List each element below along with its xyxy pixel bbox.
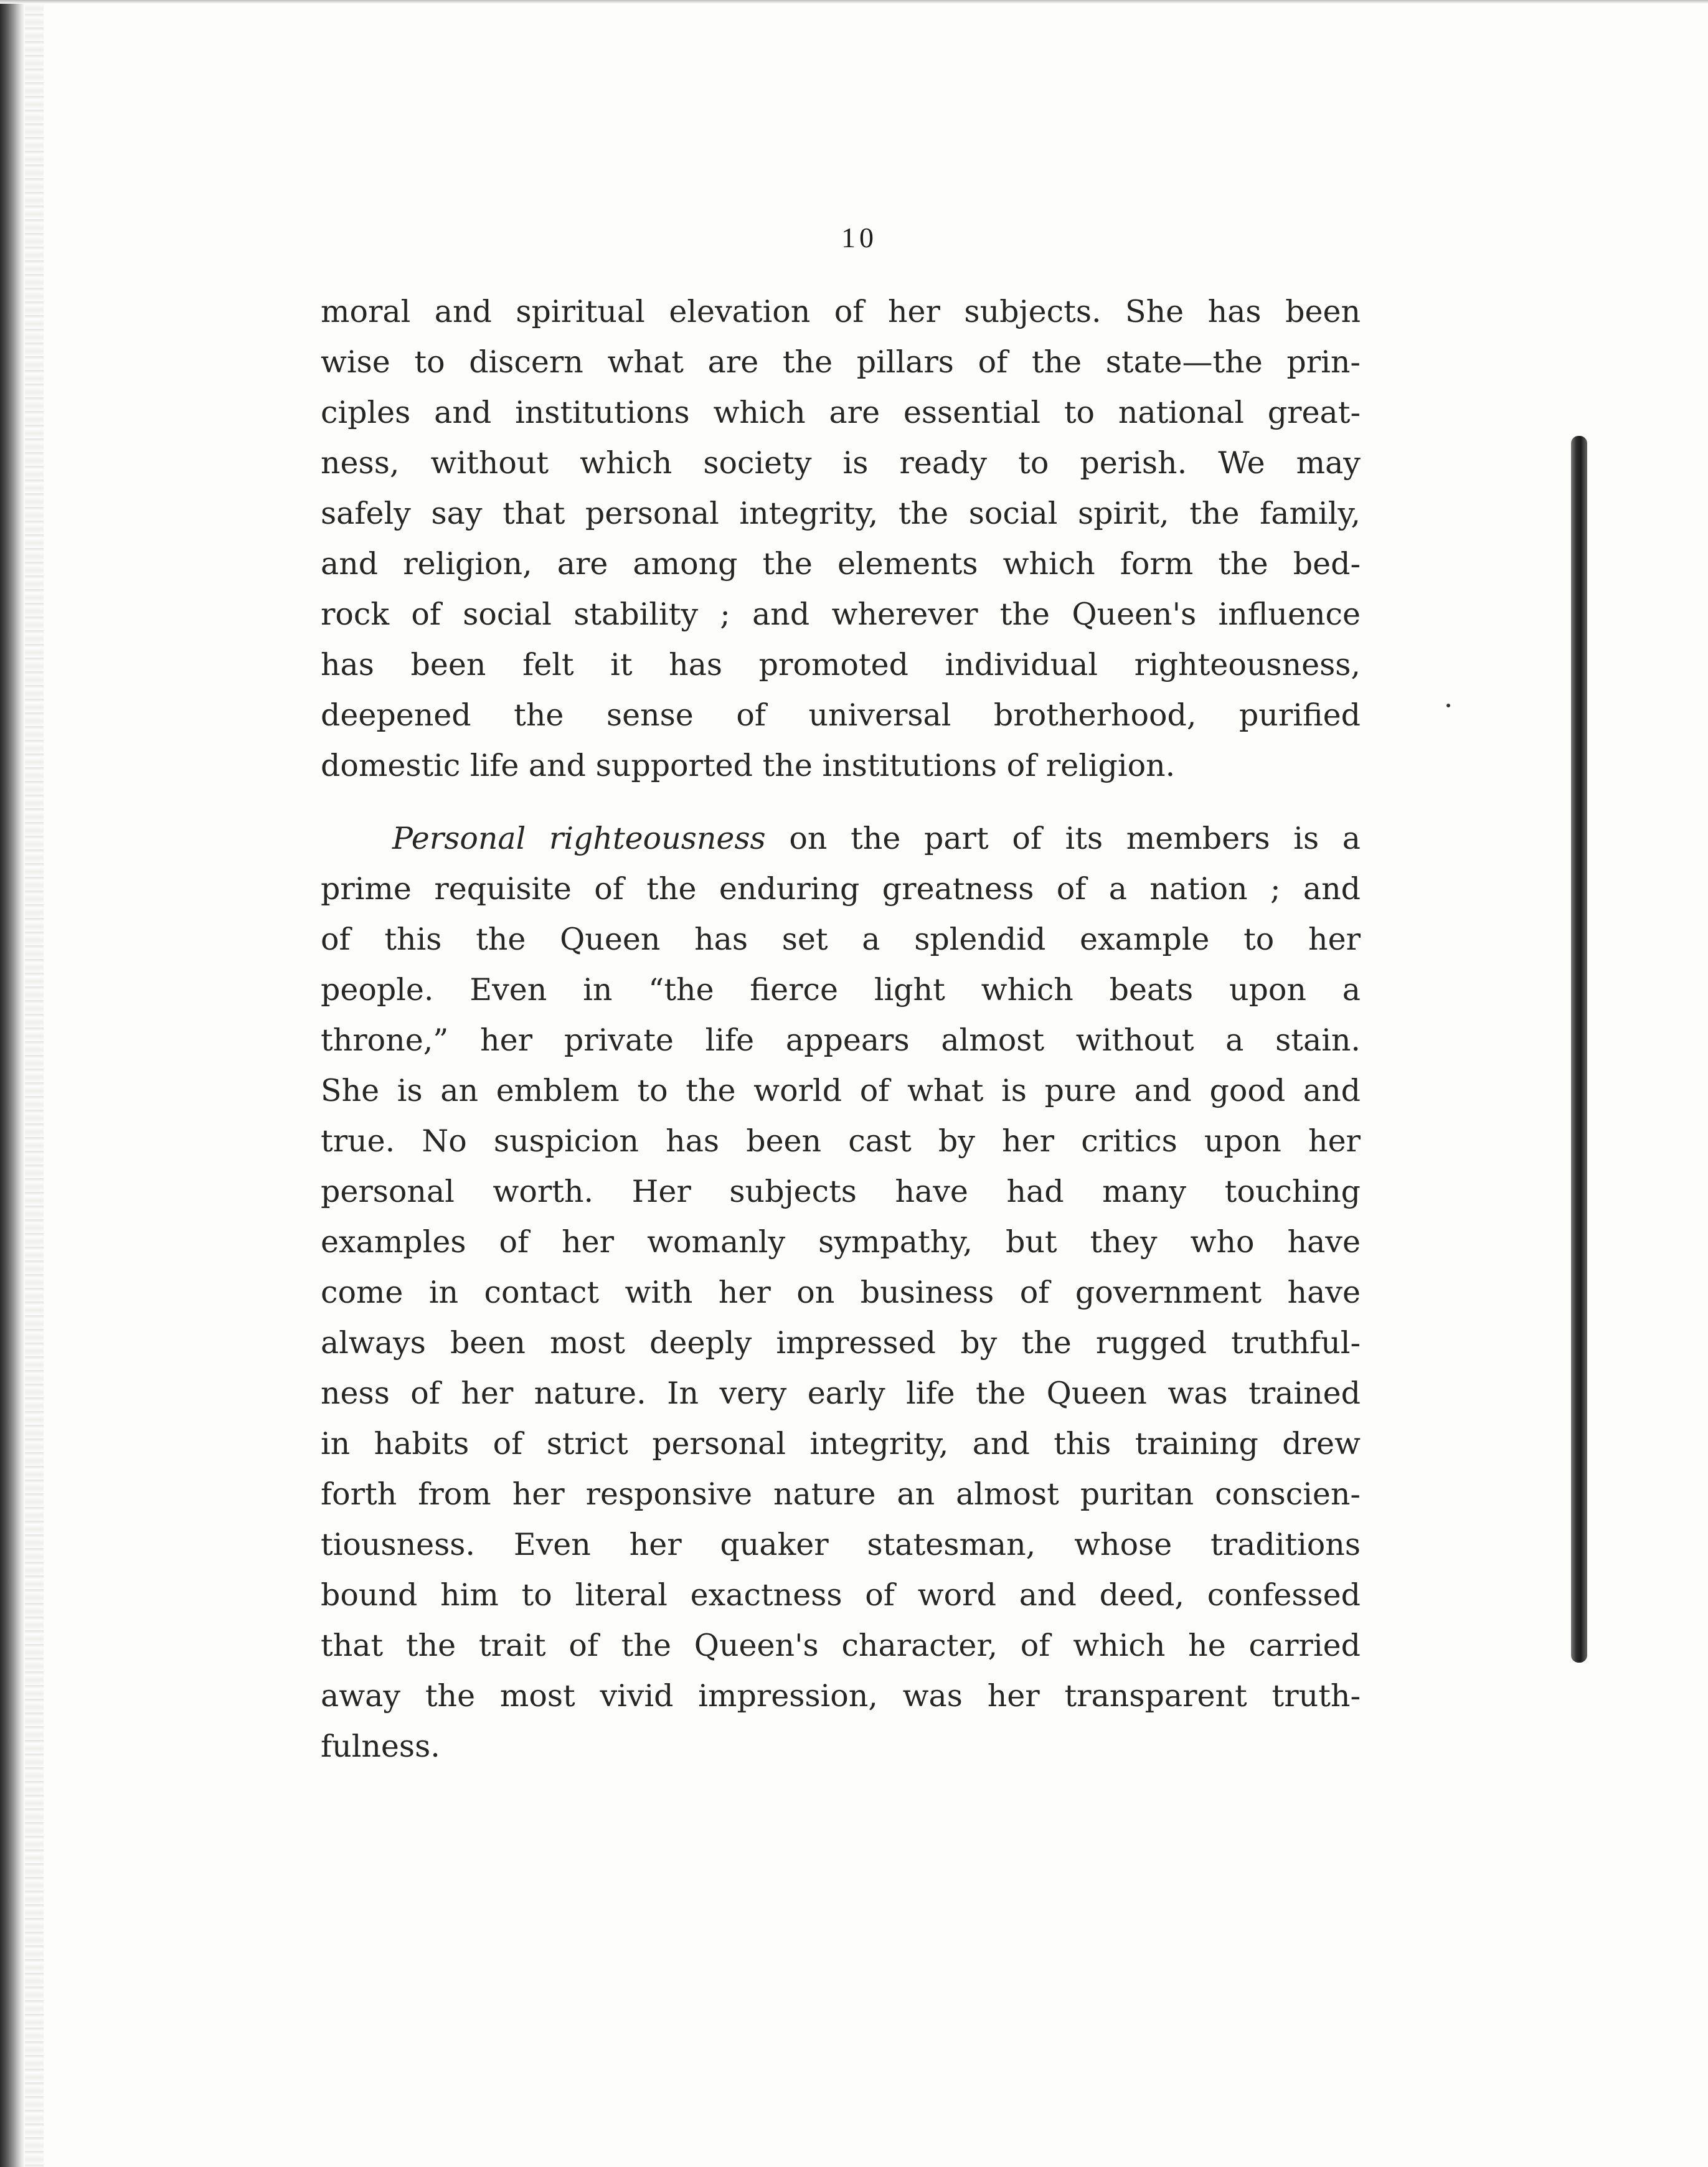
text-line: wise to discern what are the pillars of the state—the prin- <box>321 344 1361 380</box>
text-line: safely say that personal integrity, the social spirit, the family, <box>321 496 1361 531</box>
text-line: people. Even in “the fierce light which beats upon a <box>321 972 1361 1008</box>
text-line: bound him to literal exactness of word and deed, confessed <box>321 1577 1361 1613</box>
text-line: moral and spiritual elevation of her subjects. She has been <box>321 294 1361 329</box>
body-text <box>321 286 1361 1772</box>
text-line: tiousness. Even her quaker statesman, whose traditions <box>321 1527 1361 1562</box>
text-line: ciples and institutions which are essential to national great- <box>321 395 1361 430</box>
page-top-edge <box>0 0 1708 4</box>
text-line: away the most vivid impression, was her transparent truth- <box>321 1678 1361 1714</box>
text-line: domestic life and supported the institutions of religion. <box>321 748 1176 783</box>
text-line: forth from her responsive nature an almost puritan conscien- <box>321 1476 1361 1512</box>
text-line: that the trait of the Queen's character, of which he carried <box>321 1628 1361 1663</box>
text-line: examples of her womanly sympathy, but they who have <box>321 1224 1361 1260</box>
text-line: always been most deeply impressed by the rugged truthful- <box>321 1325 1361 1361</box>
binding-edge <box>0 0 25 2167</box>
binding-shadow <box>25 0 44 2167</box>
text-line: true. No suspicion has been cast by her critics upon her <box>321 1123 1361 1159</box>
page-number: 10 <box>841 222 877 253</box>
text-line: She is an emblem to the world of what is pure and good and <box>321 1073 1361 1108</box>
text-line: ness of her nature. In very early life the Queen was trained <box>321 1376 1361 1411</box>
text-line: personal worth. Her subjects have had many touching <box>321 1174 1361 1209</box>
text-line: throne,” her private life appears almost without a stain. <box>321 1022 1361 1058</box>
text-run: on the part of its members is a <box>765 821 1361 856</box>
text-line: of this the Queen has set a splendid example to her <box>321 922 1361 957</box>
text-line-first <box>321 813 1361 864</box>
emphasis-text: Personal righteousness <box>392 821 766 856</box>
text-line: fulness. <box>321 1729 440 1764</box>
binding-thread-upper <box>1571 436 1587 1059</box>
text-line: deepened the sense of universal brotherhood, purified <box>321 697 1361 733</box>
paragraph-gap <box>321 791 1361 813</box>
text-line: rock of social stability ; and wherever the Queen's influence <box>321 597 1361 632</box>
text-line: come in contact with her on business of government have <box>321 1275 1361 1310</box>
text-line: in habits of strict personal integrity, and this training drew <box>321 1426 1361 1461</box>
paragraph-2 <box>321 813 1361 1772</box>
text-line: ness, without which society is ready to perish. We may <box>321 445 1361 481</box>
text-line: has been felt it has promoted individual righteousness, <box>321 647 1361 682</box>
binding-thread-lower <box>1571 1027 1587 1663</box>
ink-speck <box>1446 704 1450 707</box>
text-line: and religion, are among the elements which form the bed- <box>321 546 1361 582</box>
paragraph-1 <box>321 286 1361 791</box>
text-line: prime requisite of the enduring greatness of a nation ; and <box>321 871 1361 907</box>
